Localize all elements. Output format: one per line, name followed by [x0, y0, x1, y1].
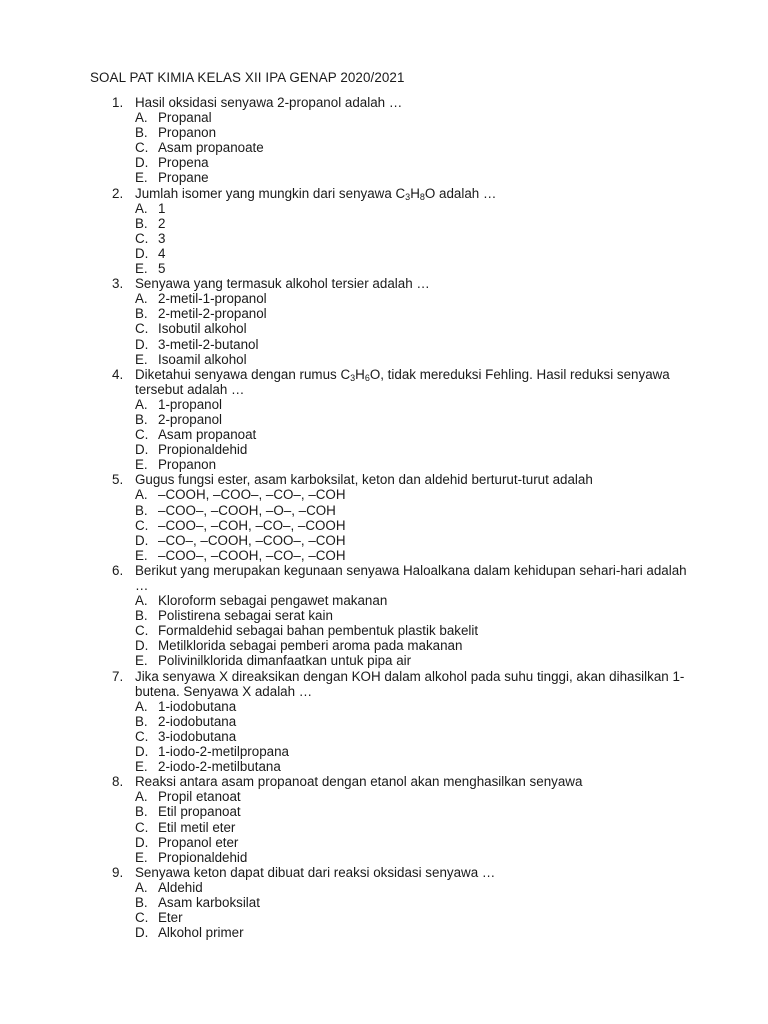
option-list	[135, 699, 690, 774]
option-letter: A.	[135, 291, 148, 307]
option-letter: D.	[135, 245, 149, 261]
question-text	[135, 774, 690, 789]
question-text-part: Reaksi antara asam propanoat dengan etanol akan menghasilkan senyawa	[135, 774, 583, 790]
option-text: Propanon	[158, 125, 217, 141]
option-letter: C.	[135, 427, 149, 443]
option-letter: D.	[135, 834, 149, 850]
option-text: 1	[158, 200, 166, 216]
option-b	[135, 216, 690, 231]
option-text: –COOH, –COO–, –CO–, –COH	[158, 487, 346, 503]
option-c	[135, 140, 690, 155]
option-letter: B.	[135, 502, 148, 518]
question-text-part: Jumlah isomer yang mungkin dari senyawa C	[135, 185, 406, 201]
option-text: 2-iodobutana	[158, 713, 237, 729]
question-text-part: Senyawa keton dapat dibuat dari reaksi oksidasi senyawa …	[135, 864, 496, 880]
option-text: Propanol eter	[158, 834, 239, 850]
question-number: 2.	[112, 185, 124, 201]
question-text	[135, 563, 690, 593]
option-e	[135, 548, 690, 563]
option-letter: A.	[135, 487, 148, 503]
option-letter: C.	[135, 728, 149, 744]
option-text: Propena	[158, 155, 209, 171]
option-text: 2	[158, 215, 166, 231]
option-letter: D.	[135, 638, 149, 654]
option-list	[135, 487, 690, 562]
option-text: 1-propanol	[158, 396, 223, 412]
option-d	[135, 337, 690, 352]
option-c	[135, 321, 690, 336]
option-letter: D.	[135, 925, 149, 941]
question-text	[135, 276, 690, 291]
option-text: Aldehid	[158, 879, 203, 895]
option-b	[135, 804, 690, 819]
question-text-part: Jika senyawa X direaksikan dengan KOH dalam alkohol pada suhu tinggi, akan dihasilkan 1-butena. Senyawa X adalah …	[135, 668, 685, 699]
option-list	[135, 397, 690, 472]
option-c	[135, 518, 690, 533]
question-4	[90, 367, 690, 473]
option-text: 3	[158, 230, 166, 246]
option-list	[135, 593, 690, 668]
option-letter: A.	[135, 200, 148, 216]
option-letter: C.	[135, 140, 149, 156]
question-1	[90, 95, 690, 186]
option-letter: D.	[135, 744, 149, 760]
option-b	[135, 125, 690, 140]
question-text-part: Gugus fungsi ester, asam karboksilat, keton dan aldehid berturut-turut adalah	[135, 472, 593, 488]
option-letter: A.	[135, 110, 148, 126]
option-text: Asam propanoat	[158, 427, 257, 443]
question-number: 5.	[112, 472, 124, 488]
question-text	[135, 95, 690, 110]
question-3	[90, 276, 690, 367]
option-letter: C.	[135, 517, 149, 533]
option-text: Propanon	[158, 457, 217, 473]
option-letter: D.	[135, 155, 149, 171]
option-d	[135, 638, 690, 653]
option-d	[135, 835, 690, 850]
option-text: Etil metil eter	[158, 819, 236, 835]
option-text: Formaldehid sebagai bahan pembentuk plastik bakelit	[158, 623, 479, 639]
option-letter: E.	[135, 457, 148, 473]
option-c	[135, 820, 690, 835]
option-text: –CO–, –COOH, –COO–, –COH	[158, 532, 346, 548]
option-letter: E.	[135, 261, 148, 277]
option-text: Propionaldehid	[158, 849, 248, 865]
option-text: 2-metil-1-propanol	[158, 291, 267, 307]
option-list	[135, 291, 690, 366]
option-a	[135, 110, 690, 125]
option-text: Alkohol primer	[158, 925, 244, 941]
question-text-part: H	[355, 366, 365, 382]
option-text: 1-iodo-2-metilpropana	[158, 744, 290, 760]
option-b	[135, 503, 690, 518]
question-number: 1.	[112, 95, 124, 110]
question-number: 8.	[112, 774, 124, 790]
option-text: Etil propanoat	[158, 804, 241, 820]
document-title: SOAL PAT KIMIA KELAS XII IPA GENAP 2020/2021	[90, 70, 405, 85]
option-text: Asam propanoate	[158, 140, 264, 156]
option-text: 4	[158, 245, 166, 261]
option-e	[135, 457, 690, 472]
question-number: 4.	[112, 366, 124, 382]
option-letter: B.	[135, 306, 148, 322]
option-letter: E.	[135, 547, 148, 563]
option-letter: D.	[135, 442, 149, 458]
option-c	[135, 729, 690, 744]
option-e	[135, 653, 690, 668]
option-list	[135, 110, 690, 185]
option-text: 5	[158, 261, 166, 277]
question-2	[90, 186, 690, 277]
option-text: 2-metil-2-propanol	[158, 306, 267, 322]
option-letter: E.	[135, 759, 148, 775]
option-d	[135, 533, 690, 548]
option-text: –COO–, –COH, –CO–, –COOH	[158, 517, 346, 533]
option-list	[135, 201, 690, 276]
option-a	[135, 397, 690, 412]
option-b	[135, 895, 690, 910]
question-text	[135, 186, 690, 201]
question-list	[90, 95, 690, 940]
option-letter: C.	[135, 910, 149, 926]
option-text: 2-iodo-2-metilbutana	[158, 759, 281, 775]
question-5	[90, 472, 690, 563]
option-b	[135, 412, 690, 427]
option-c	[135, 427, 690, 442]
option-letter: C.	[135, 321, 149, 337]
question-8	[90, 774, 690, 865]
option-text: Polivinilklorida dimanfaatkan untuk pipa air	[158, 653, 412, 669]
question-text	[135, 472, 690, 487]
option-letter: A.	[135, 698, 148, 714]
option-letter: E.	[135, 170, 148, 186]
option-letter: A.	[135, 396, 148, 412]
option-a	[135, 789, 690, 804]
option-letter: C.	[135, 819, 149, 835]
option-a	[135, 291, 690, 306]
option-letter: D.	[135, 336, 149, 352]
option-letter: B.	[135, 608, 148, 624]
option-a	[135, 201, 690, 216]
formula-subscript: 6	[364, 372, 370, 383]
question-text	[135, 669, 690, 699]
option-text: Isoamil alkohol	[158, 351, 247, 367]
option-c	[135, 623, 690, 638]
option-e	[135, 759, 690, 774]
question-text-part: O, tidak mereduksi Fehling. Hasil reduksi senyawa tersebut adalah …	[135, 366, 670, 397]
option-text: –COO–, –COOH, –CO–, –COH	[158, 547, 346, 563]
option-letter: D.	[135, 532, 149, 548]
question-7	[90, 669, 690, 775]
option-text: –COO–, –COOH, –O–, –COH	[158, 502, 336, 518]
option-text: 1-iodobutana	[158, 698, 237, 714]
option-d	[135, 442, 690, 457]
option-text: Isobutil alkohol	[158, 321, 247, 337]
option-letter: E.	[135, 351, 148, 367]
option-text: Polistirena sebagai serat kain	[158, 608, 333, 624]
option-letter: A.	[135, 789, 148, 805]
question-text	[135, 367, 690, 397]
option-text: Eter	[158, 910, 183, 926]
option-e	[135, 352, 690, 367]
option-c	[135, 910, 690, 925]
option-a	[135, 487, 690, 502]
option-e	[135, 170, 690, 185]
option-text: Kloroform sebagai pengawet makanan	[158, 593, 388, 609]
option-letter: B.	[135, 804, 148, 820]
option-letter: B.	[135, 411, 148, 427]
question-text	[135, 865, 690, 880]
option-b	[135, 306, 690, 321]
question-6	[90, 563, 690, 669]
option-letter: B.	[135, 215, 148, 231]
question-number: 7.	[112, 668, 124, 684]
option-text: Asam karboksilat	[158, 894, 260, 910]
question-text-part: Berikut yang merupakan kegunaan senyawa Haloalkana dalam kehidupan sehari-hari adalah …	[135, 562, 687, 593]
option-b	[135, 608, 690, 623]
option-text: Propil etanoat	[158, 789, 241, 805]
question-number: 9.	[112, 864, 124, 880]
option-letter: B.	[135, 894, 148, 910]
option-text: Propane	[158, 170, 209, 186]
option-text: Propionaldehid	[158, 442, 248, 458]
option-d	[135, 925, 690, 940]
question-text-part: O adalah …	[424, 185, 497, 201]
option-a	[135, 880, 690, 895]
option-letter: E.	[135, 849, 148, 865]
formula-subscript: 3	[405, 191, 411, 202]
option-letter: A.	[135, 593, 148, 609]
question-number: 3.	[112, 276, 124, 292]
question-number: 6.	[112, 562, 124, 578]
option-text: 2-propanol	[158, 411, 223, 427]
option-e	[135, 850, 690, 865]
formula-subscript: 3	[350, 372, 356, 383]
option-d	[135, 155, 690, 170]
option-letter: B.	[135, 125, 148, 141]
option-c	[135, 231, 690, 246]
option-letter: C.	[135, 230, 149, 246]
option-a	[135, 699, 690, 714]
option-text: 3-iodobutana	[158, 728, 237, 744]
option-list	[135, 789, 690, 864]
question-text-part: Diketahui senyawa dengan rumus C	[135, 366, 351, 382]
question-text-part: Senyawa yang termasuk alkohol tersier adalah …	[135, 276, 430, 292]
formula-subscript: 8	[419, 191, 425, 202]
option-list	[135, 880, 690, 940]
option-text: 3-metil-2-butanol	[158, 336, 259, 352]
question-text-part: Hasil oksidasi senyawa 2-propanol adalah …	[135, 95, 403, 110]
option-text: Propanal	[158, 110, 212, 126]
option-a	[135, 593, 690, 608]
option-e	[135, 261, 690, 276]
option-letter: B.	[135, 713, 148, 729]
question-text-part: H	[410, 185, 420, 201]
option-letter: A.	[135, 879, 148, 895]
question-9	[90, 865, 690, 940]
option-b	[135, 714, 690, 729]
option-d	[135, 744, 690, 759]
option-d	[135, 246, 690, 261]
option-letter: C.	[135, 623, 149, 639]
option-letter: E.	[135, 653, 148, 669]
option-text: Metilklorida sebagai pemberi aroma pada makanan	[158, 638, 463, 654]
